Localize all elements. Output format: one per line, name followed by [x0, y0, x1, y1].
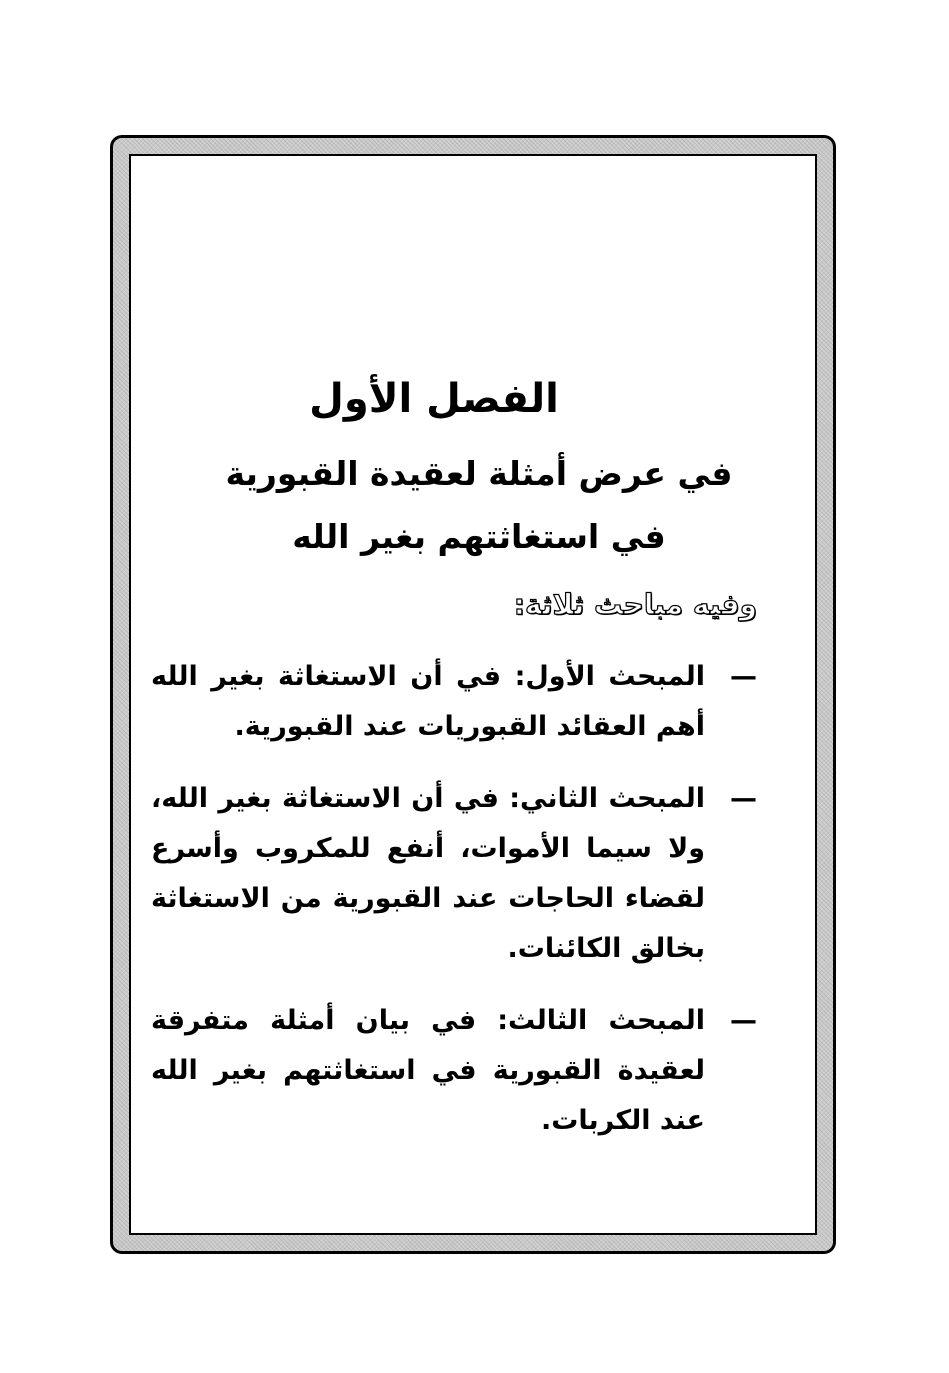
section-text: المبحث الثاني: في أن الاستغاثة بغير الله، ولا سيما الأموات، أنفع للمكروب وأسرع لقضاء الحاجات عند القبورية من الاستغاثة بخالق الكائنات.	[151, 783, 705, 964]
sections-intro: وفيه مباحث ثلاثة:	[513, 588, 757, 621]
bullet-dash: —	[730, 661, 757, 692]
section-text: المبحث الأول: في أن الاستغاثة بغير الله أهم العقائد القبوريات عند القبورية.	[151, 661, 705, 742]
chapter-subtitle-line-1: في عرض أمثلة لعقيدة القبورية	[225, 454, 733, 493]
chapter-content	[151, 156, 757, 1233]
bullet-dash: —	[730, 1005, 757, 1036]
bullet-dash: —	[730, 783, 757, 814]
page-border-frame	[110, 135, 836, 1254]
section-item-2	[151, 774, 757, 974]
section-item-1	[151, 652, 757, 752]
section-item-3	[151, 996, 757, 1146]
chapter-title: الفصل الأول	[309, 376, 559, 422]
sections-list	[151, 652, 757, 1168]
chapter-subtitle-line-2: في استغاثتهم بغير الله	[292, 517, 666, 556]
section-text: المبحث الثالث: في بيان أمثلة متفرقة لعقيدة القبورية في استغاثتهم بغير الله عند الكربات.	[151, 1005, 705, 1136]
page-inner-panel	[129, 154, 817, 1235]
